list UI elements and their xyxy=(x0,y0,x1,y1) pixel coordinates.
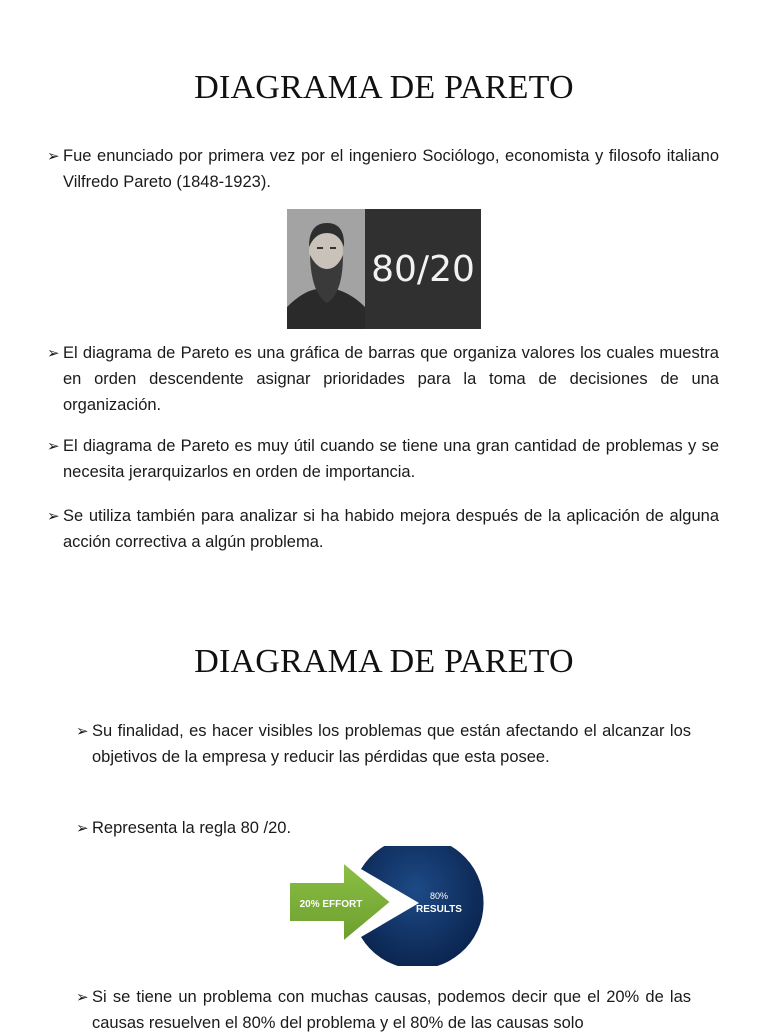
bullet-item xyxy=(47,433,719,485)
bullet-item xyxy=(47,503,719,555)
effort-results-graphic xyxy=(287,846,487,966)
bullet-text: El diagrama de Pareto es muy útil cuando se tiene una gran cantidad de problemas y se necesita jerarquizarlos en orden de importancia. xyxy=(63,437,719,481)
arrow-bullet-icon: ➢ xyxy=(47,437,60,455)
bullet-item xyxy=(76,984,691,1036)
arrow-bullet-icon: ➢ xyxy=(47,147,60,165)
bullet-item xyxy=(47,143,719,195)
pareto-pie-illustration xyxy=(287,846,487,966)
effort-label: 20% EFFORT xyxy=(299,899,363,910)
bullet-text: Representa la regla 80 /20. xyxy=(92,819,292,837)
bullet-text: Si se tiene un problema con muchas causas, podemos decir que el 20% de las causas resuelven el 80% del problema y el 80% de las causas solo xyxy=(92,988,691,1032)
bullet-text: Fue enunciado por primera vez por el ingeniero Sociólogo, economista y filosofo italiano Vilfredo Pareto (1848-1923). xyxy=(63,147,719,191)
portrait-8020-illustration xyxy=(287,209,481,329)
bullet-item xyxy=(47,340,719,418)
chalk-8020-text: 80/20 xyxy=(371,249,475,290)
slide-title: DIAGRAMA DE PARETO xyxy=(194,68,574,106)
arrow-bullet-icon: ➢ xyxy=(76,988,89,1006)
results-word-label: RESULTS xyxy=(416,904,462,915)
bullet-text: Su finalidad, es hacer visibles los problemas que están afectando el alcanzar los objetivos de la empresa y reducir las pérdidas que esta posee. xyxy=(92,722,691,766)
bullet-item xyxy=(76,718,691,770)
bullet-text: Se utiliza también para analizar si ha habido mejora después de la aplicación de alguna acción correctiva a algún problema. xyxy=(63,507,719,551)
results-pct-label: 80% xyxy=(429,891,449,901)
slide-2 xyxy=(0,580,768,1032)
bullet-item xyxy=(76,815,691,841)
bullet-text: El diagrama de Pareto es una gráfica de barras que organiza valores los cuales muestra en orden descendente asignar prioridades para la toma de decisiones de una organización. xyxy=(63,344,719,414)
arrow-bullet-icon: ➢ xyxy=(47,507,60,525)
arrow-bullet-icon: ➢ xyxy=(76,722,89,740)
arrow-bullet-icon: ➢ xyxy=(47,344,60,362)
slide-title: DIAGRAMA DE PARETO xyxy=(194,642,574,680)
pareto-portrait-image xyxy=(287,209,481,329)
arrow-bullet-icon: ➢ xyxy=(76,819,89,837)
